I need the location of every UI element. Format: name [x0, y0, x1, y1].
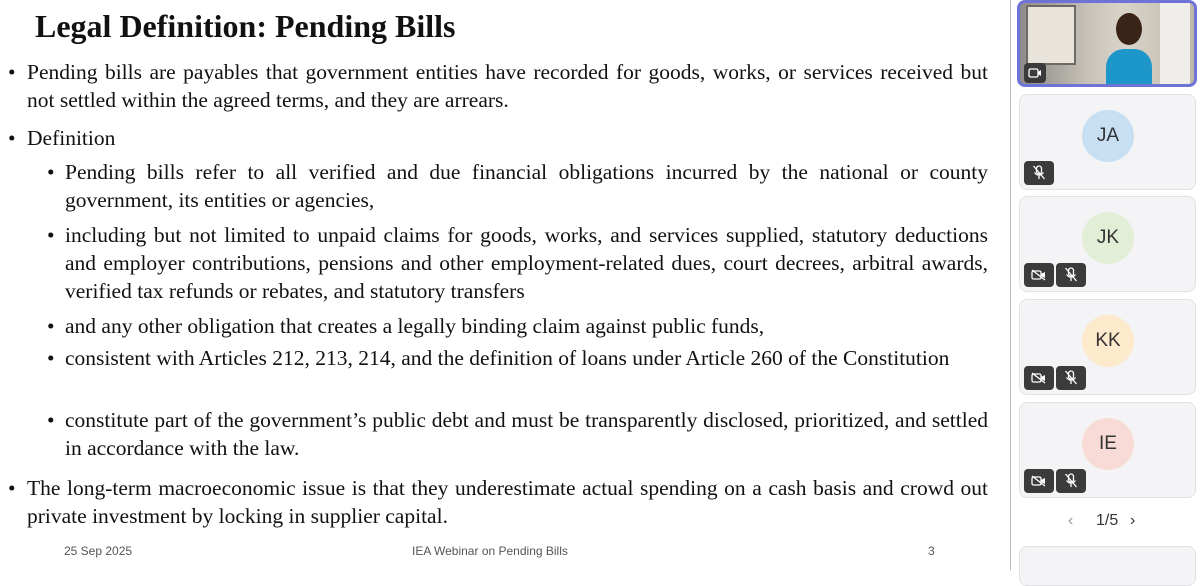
sub-bullet-2 [47, 221, 988, 305]
avatar: JA [1082, 110, 1134, 162]
bullet-marker: • [47, 223, 55, 247]
mic-off-icon[interactable] [1056, 263, 1086, 287]
bullet-marker: • [8, 126, 16, 150]
participant-tile-ie[interactable] [1019, 402, 1196, 498]
next-page-button[interactable]: › [1130, 512, 1136, 529]
slide-divider [1010, 0, 1011, 570]
bullet-marker: • [47, 346, 55, 370]
bullet-marker: • [47, 408, 55, 432]
participant-pager [1068, 510, 1148, 534]
mic-off-icon[interactable] [1056, 469, 1086, 493]
sub-bullet-3 [47, 312, 988, 340]
speaker-figure [1106, 13, 1152, 83]
avatar: JK [1082, 212, 1134, 264]
mic-off-icon[interactable] [1056, 366, 1086, 390]
sub-bullet-text: and any other obligation that creates a legally binding claim against public funds, [65, 314, 765, 338]
camera-off-icon[interactable] [1024, 63, 1046, 83]
bullet-marker: • [47, 160, 55, 184]
sub-bullet-text: including but not limited to unpaid claims for goods, works, and services supplied, statutory deductions and employer contributions, pensions and other employment-related dues, court decrees, arbitral awards, verified tax refunds or rebates, and statutory transfers [65, 223, 988, 303]
avatar: IE [1082, 418, 1134, 470]
active-speaker-video[interactable] [1017, 0, 1197, 87]
mic-off-icon[interactable] [1024, 161, 1054, 185]
bullet-2 [8, 124, 988, 152]
bullet-text: Definition [27, 126, 116, 150]
sub-bullet-1 [47, 158, 988, 214]
slide-title: Legal Definition: Pending Bills [35, 8, 456, 44]
bullet-1 [8, 58, 988, 114]
sub-bullet-4 [47, 344, 988, 372]
bullet-3 [8, 474, 988, 530]
participant-tile-jk[interactable] [1019, 196, 1196, 292]
camera-off-icon[interactable] [1024, 469, 1054, 493]
participant-tile-kk[interactable] [1019, 299, 1196, 395]
bullet-marker: • [8, 60, 16, 84]
avatar: KK [1082, 315, 1134, 367]
camera-off-icon[interactable] [1024, 366, 1054, 390]
footer-event: IEA Webinar on Pending Bills [412, 544, 568, 558]
previous-page-button[interactable]: ‹ [1068, 512, 1074, 529]
sub-bullet-text: constitute part of the government’s public debt and must be transparently disclosed, prioritized, and settled in accordance with the law. [65, 408, 988, 460]
participant-tile-partial[interactable] [1019, 546, 1196, 586]
sub-bullet-text: Pending bills refer to all verified and due financial obligations incurred by the national or county government, its entities or agencies, [65, 160, 988, 212]
page-indicator: 1/5 [1096, 512, 1119, 529]
footer-page-number: 3 [928, 544, 935, 558]
sub-bullet-5 [47, 406, 988, 462]
bullet-text: Pending bills are payables that government entities have recorded for goods, works, or services received but not settled within the agreed terms, and they are arrears. [27, 60, 988, 112]
footer-date: 25 Sep 2025 [64, 544, 133, 558]
bullet-text: The long-term macroeconomic issue is that they underestimate actual spending on a cash basis and crowd out private investment by locking in supplier capital. [27, 476, 988, 528]
bullet-marker: • [8, 476, 16, 500]
camera-off-icon[interactable] [1024, 263, 1054, 287]
sub-bullet-text: consistent with Articles 212, 213, 214, and the definition of loans under Article 260 of the Constitution [65, 346, 950, 370]
bullet-marker: • [47, 314, 55, 338]
participant-tile-ja[interactable] [1019, 94, 1196, 190]
